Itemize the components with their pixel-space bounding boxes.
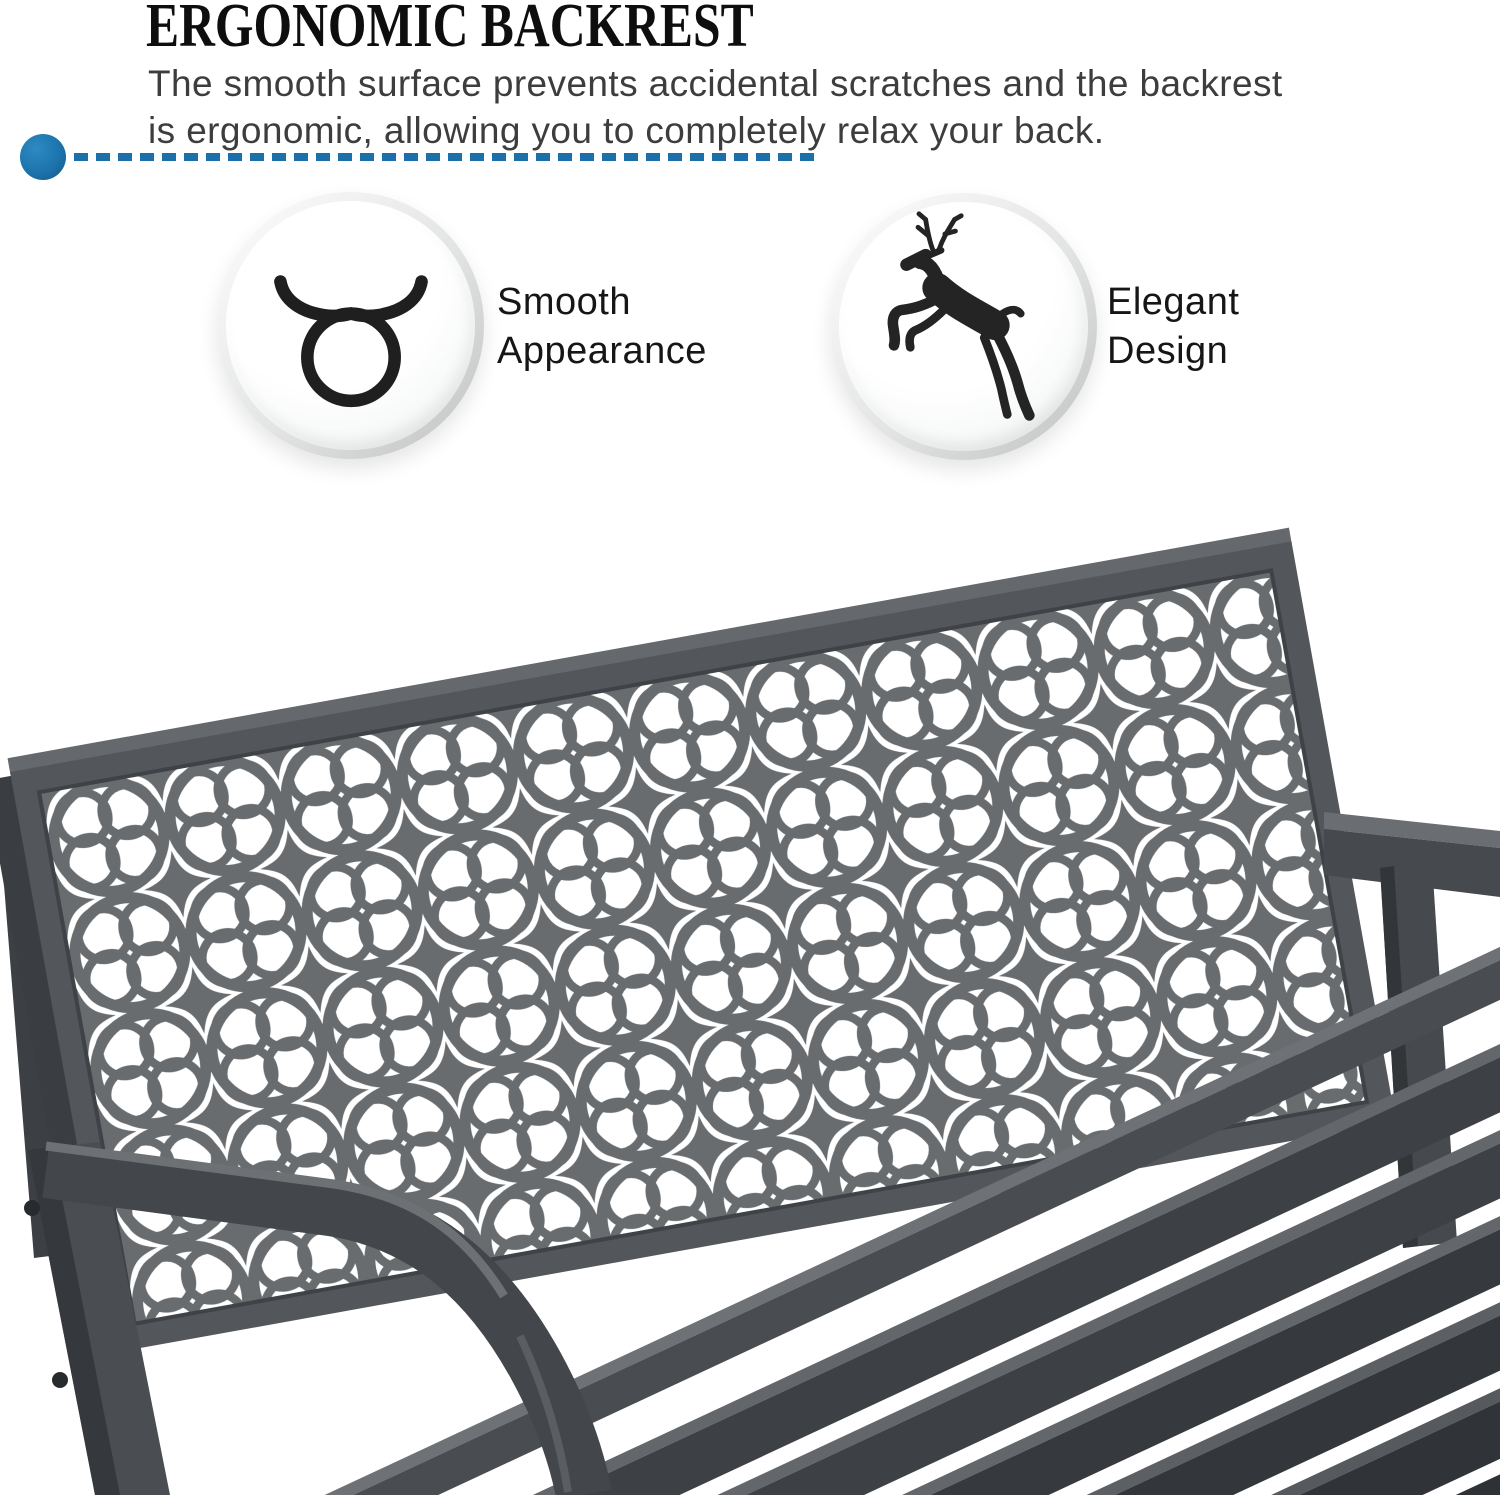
page-title: ERGONOMIC BACKREST xyxy=(146,0,754,60)
feature-label-line: Appearance xyxy=(497,330,707,372)
description-line: is ergonomic, allowing you to completely relax your back. xyxy=(148,110,1105,151)
feature-label-line: Design xyxy=(1107,330,1229,372)
description-line: The smooth surface prevents accidental scratches and the backrest xyxy=(148,63,1283,104)
feature-label-line: Smooth xyxy=(497,281,631,323)
feature-label-line: Elegant xyxy=(1107,281,1240,323)
